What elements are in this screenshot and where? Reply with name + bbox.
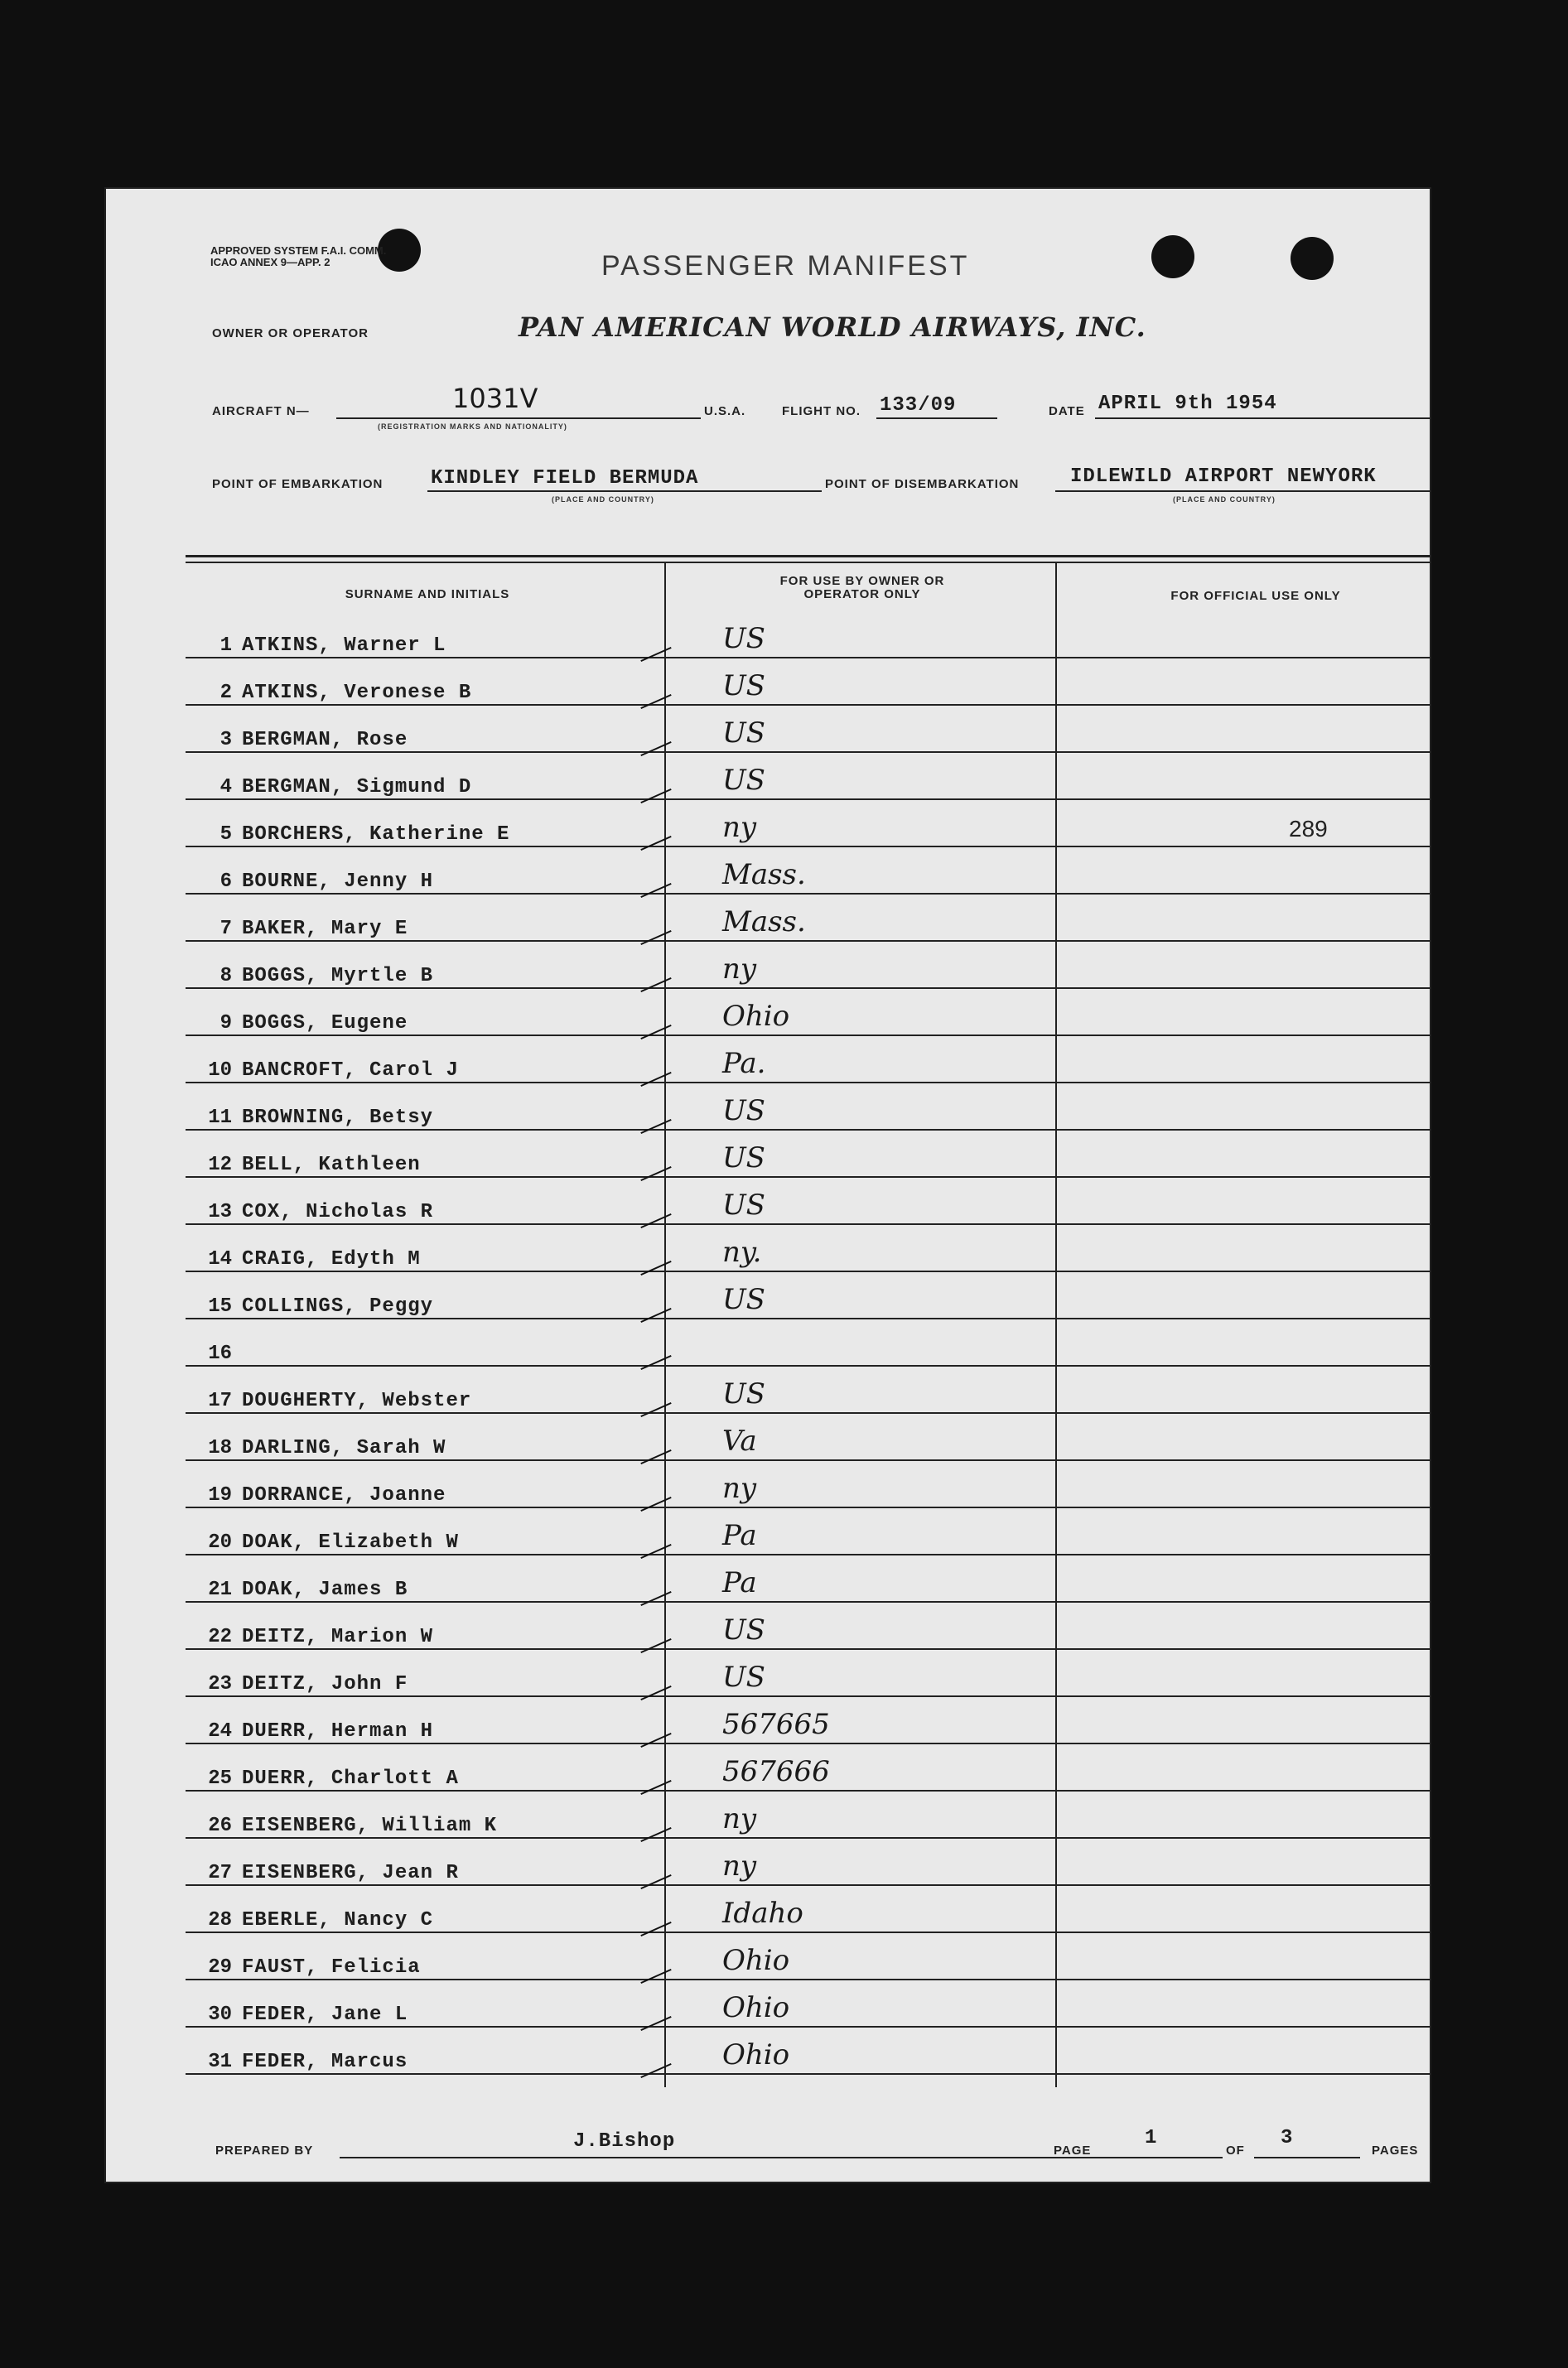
- table-top-rule-2: [186, 562, 1431, 563]
- passenger-name: DOAK, Elizabeth W: [242, 1531, 459, 1554]
- row-number: 20: [208, 1531, 232, 1554]
- passenger-name: BOURNE, Jenny H: [242, 871, 434, 893]
- date-value: APRIL 9th 1954: [1098, 393, 1277, 415]
- residence-code: 567666: [722, 1755, 830, 1788]
- row-number: 1: [220, 634, 232, 657]
- of-value: 3: [1281, 2127, 1294, 2149]
- passenger-name: CRAIG, Edyth M: [242, 1248, 421, 1271]
- row-number: 30: [208, 2004, 232, 2026]
- row-number: 27: [208, 1862, 232, 1884]
- passenger-row: [186, 753, 1431, 800]
- passenger-row: [186, 1508, 1431, 1555]
- row-number: 24: [208, 1720, 232, 1743]
- passenger-name: BANCROFT, Carol J: [242, 1059, 459, 1082]
- residence-code: Pa: [722, 1566, 757, 1599]
- column-header-owner-use: FOR USE BY OWNER OR OPERATOR ONLY: [779, 574, 945, 601]
- page-value: 1: [1145, 2127, 1158, 2149]
- residence-code: US: [722, 716, 765, 750]
- row-number: 25: [208, 1768, 232, 1790]
- passenger-name: DOAK, James B: [242, 1579, 408, 1601]
- passenger-row: [186, 1036, 1431, 1083]
- pages-label: PAGES: [1372, 2144, 1419, 2158]
- registration-caption: (REGISTRATION MARKS AND NATIONALITY): [378, 422, 567, 431]
- prepared-value: J.Bishop: [573, 2130, 676, 2153]
- residence-code: US: [722, 1189, 765, 1222]
- passenger-name: BERGMAN, Sigmund D: [242, 776, 472, 798]
- table-top-rule: [186, 555, 1431, 557]
- page-underline: [1098, 2157, 1223, 2158]
- passenger-name: DORRANCE, Joanne: [242, 1484, 446, 1507]
- residence-code: US: [722, 1613, 765, 1647]
- row-number: 7: [220, 918, 232, 940]
- passenger-name: FEDER, Jane L: [242, 2004, 408, 2026]
- passenger-row: [186, 1414, 1431, 1461]
- residence-code: Ohio: [722, 1991, 790, 2024]
- embark-underline: [427, 490, 822, 492]
- passenger-name: BERGMAN, Rose: [242, 729, 408, 751]
- passenger-row: [186, 1839, 1431, 1886]
- official-entry: 289: [1289, 816, 1328, 842]
- approval-stamp: APPROVED SYSTEM F.A.I. COMM. ICAO ANNEX 9—APP. 2: [210, 244, 387, 268]
- row-number: 15: [208, 1295, 232, 1318]
- date-label: DATE: [1049, 404, 1085, 418]
- residence-code: ny: [722, 953, 757, 986]
- passenger-name: EISENBERG, Jean R: [242, 1862, 459, 1884]
- passenger-name: DOUGHERTY, Webster: [242, 1390, 472, 1412]
- passenger-name: ATKINS, Warner L: [242, 634, 446, 657]
- row-number: 13: [208, 1201, 232, 1223]
- page-title: PASSENGER MANIFEST: [601, 250, 970, 282]
- residence-code: Mass.: [722, 858, 806, 891]
- prepared-underline: [340, 2157, 1151, 2158]
- passenger-name: EISENBERG, William K: [242, 1815, 498, 1837]
- passenger-row: [186, 1744, 1431, 1792]
- residence-code: Idaho: [722, 1897, 803, 1930]
- flight-value: 133/09: [880, 394, 957, 417]
- passenger-row: [186, 895, 1431, 942]
- residence-code: US: [722, 1377, 765, 1411]
- punch-hole: [1151, 235, 1194, 278]
- passenger-name: DEITZ, Marion W: [242, 1626, 434, 1648]
- row-number: 18: [208, 1437, 232, 1459]
- passenger-row: [186, 1555, 1431, 1603]
- passenger-row: [186, 1650, 1431, 1697]
- flight-underline: [876, 417, 997, 419]
- aircraft-label: AIRCRAFT N—: [212, 404, 310, 418]
- residence-code: US: [722, 622, 765, 655]
- embark-value: KINDLEY FIELD BERMUDA: [431, 467, 699, 490]
- passenger-name: BOGGS, Myrtle B: [242, 965, 434, 987]
- embark-caption: (PLACE AND COUNTRY): [552, 495, 654, 504]
- date-underline: [1095, 417, 1431, 419]
- disembark-caption: (PLACE AND COUNTRY): [1173, 495, 1276, 504]
- aircraft-underline: [336, 417, 701, 419]
- row-number: 21: [208, 1579, 232, 1601]
- column-header-surname: SURNAME AND INITIALS: [345, 587, 510, 601]
- residence-code: Ohio: [722, 2038, 790, 2071]
- passenger-row: [186, 706, 1431, 753]
- row-number: 14: [208, 1248, 232, 1271]
- residence-code: ny: [722, 1802, 757, 1835]
- row-number: 19: [208, 1484, 232, 1507]
- embark-label: POINT OF EMBARKATION: [212, 477, 384, 491]
- row-number: 12: [208, 1154, 232, 1176]
- residence-code: US: [722, 669, 765, 702]
- row-number: 11: [208, 1107, 232, 1129]
- passenger-name: COLLINGS, Peggy: [242, 1295, 434, 1318]
- residence-code: Mass.: [722, 905, 806, 938]
- disembark-underline: [1055, 490, 1431, 492]
- passenger-name: EBERLE, Nancy C: [242, 1909, 434, 1932]
- passenger-row: [186, 1886, 1431, 1933]
- prepared-label: PREPARED BY: [215, 2144, 314, 2158]
- passenger-row: [186, 1933, 1431, 1980]
- residence-code: Ohio: [722, 1000, 790, 1033]
- residence-code: US: [722, 1661, 765, 1694]
- passenger-name: COX, Nicholas R: [242, 1201, 434, 1223]
- residence-code: ny: [722, 1472, 757, 1505]
- passenger-name: DEITZ, John F: [242, 1673, 408, 1695]
- row-number: 10: [208, 1059, 232, 1082]
- column-header-official-use: FOR OFFICIAL USE ONLY: [1170, 589, 1341, 603]
- passenger-row: [186, 1272, 1431, 1319]
- residence-code: US: [722, 1141, 765, 1174]
- passenger-row: [186, 1697, 1431, 1744]
- passenger-row: [186, 1603, 1431, 1650]
- passenger-row: [186, 1319, 1431, 1367]
- passenger-row: [186, 942, 1431, 989]
- passenger-name: BAKER, Mary E: [242, 918, 408, 940]
- residence-code: US: [722, 1283, 765, 1316]
- row-number: 4: [220, 776, 232, 798]
- row-number: 5: [220, 823, 232, 846]
- row-number: 26: [208, 1815, 232, 1837]
- row-number: 28: [208, 1909, 232, 1932]
- row-number: 2: [220, 682, 232, 704]
- passenger-row: [186, 1225, 1431, 1272]
- of-label: OF: [1226, 2144, 1245, 2158]
- row-rule: [186, 2073, 1431, 2075]
- residence-code: Pa: [722, 1519, 757, 1552]
- residence-code: 567665: [722, 1708, 830, 1741]
- passenger-name: BROWNING, Betsy: [242, 1107, 434, 1129]
- check-mark: [640, 2063, 671, 2078]
- passenger-row: [186, 611, 1431, 658]
- residence-code: Pa.: [722, 1047, 766, 1080]
- passenger-name: FAUST, Felicia: [242, 1956, 421, 1979]
- passenger-name: BOGGS, Eugene: [242, 1012, 408, 1034]
- page-label: PAGE: [1054, 2144, 1092, 2158]
- passenger-name: DARLING, Sarah W: [242, 1437, 446, 1459]
- passenger-name: DUERR, Herman H: [242, 1720, 434, 1743]
- residence-code: Ohio: [722, 1944, 790, 1977]
- owner-label: OWNER OR OPERATOR: [212, 326, 369, 340]
- row-number: 31: [208, 2051, 232, 2073]
- passenger-row: [186, 1083, 1431, 1131]
- disembark-label: POINT OF DISEMBARKATION: [825, 477, 1020, 491]
- residence-code: ny: [722, 811, 757, 844]
- row-number: 29: [208, 1956, 232, 1979]
- flight-label: FLIGHT NO.: [782, 404, 861, 418]
- passenger-row: [186, 1367, 1431, 1414]
- passenger-name: ATKINS, Veronese B: [242, 682, 472, 704]
- residence-code: ny: [722, 1850, 757, 1883]
- usa-label: U.S.A.: [704, 404, 746, 418]
- punch-hole: [1291, 237, 1334, 280]
- row-number: 23: [208, 1673, 232, 1695]
- passenger-name: DUERR, Charlott A: [242, 1768, 459, 1790]
- residence-code: ny.: [722, 1236, 762, 1269]
- passenger-row: [186, 1461, 1431, 1508]
- disembark-value: IDLEWILD AIRPORT NEWYORK: [1070, 465, 1377, 488]
- passenger-row: [186, 989, 1431, 1036]
- of-underline: [1254, 2157, 1360, 2158]
- passenger-row: [186, 2028, 1431, 2075]
- passenger-row: [186, 1980, 1431, 2028]
- residence-code: US: [722, 764, 765, 797]
- passenger-name: BELL, Kathleen: [242, 1154, 421, 1176]
- row-number: 8: [220, 965, 232, 987]
- passenger-row: [186, 1178, 1431, 1225]
- passenger-row: [186, 847, 1431, 895]
- passenger-row: [186, 800, 1431, 847]
- operator-name: PAN AMERICAN WORLD AIRWAYS, INC.: [519, 311, 1146, 343]
- row-number: 3: [220, 729, 232, 751]
- row-number: 6: [220, 871, 232, 893]
- passenger-row: [186, 1792, 1431, 1839]
- residence-code: US: [722, 1094, 765, 1127]
- row-number: 17: [208, 1390, 232, 1412]
- row-number: 16: [208, 1343, 232, 1365]
- manifest-sheet: [104, 187, 1431, 2183]
- aircraft-value: 1031V: [452, 383, 538, 414]
- passenger-row: [186, 658, 1431, 706]
- passenger-name: FEDER, Marcus: [242, 2051, 408, 2073]
- residence-code: Va: [722, 1425, 757, 1458]
- row-number: 22: [208, 1626, 232, 1648]
- passenger-row: [186, 1131, 1431, 1178]
- row-number: 9: [220, 1012, 232, 1034]
- passenger-name: BORCHERS, Katherine E: [242, 823, 510, 846]
